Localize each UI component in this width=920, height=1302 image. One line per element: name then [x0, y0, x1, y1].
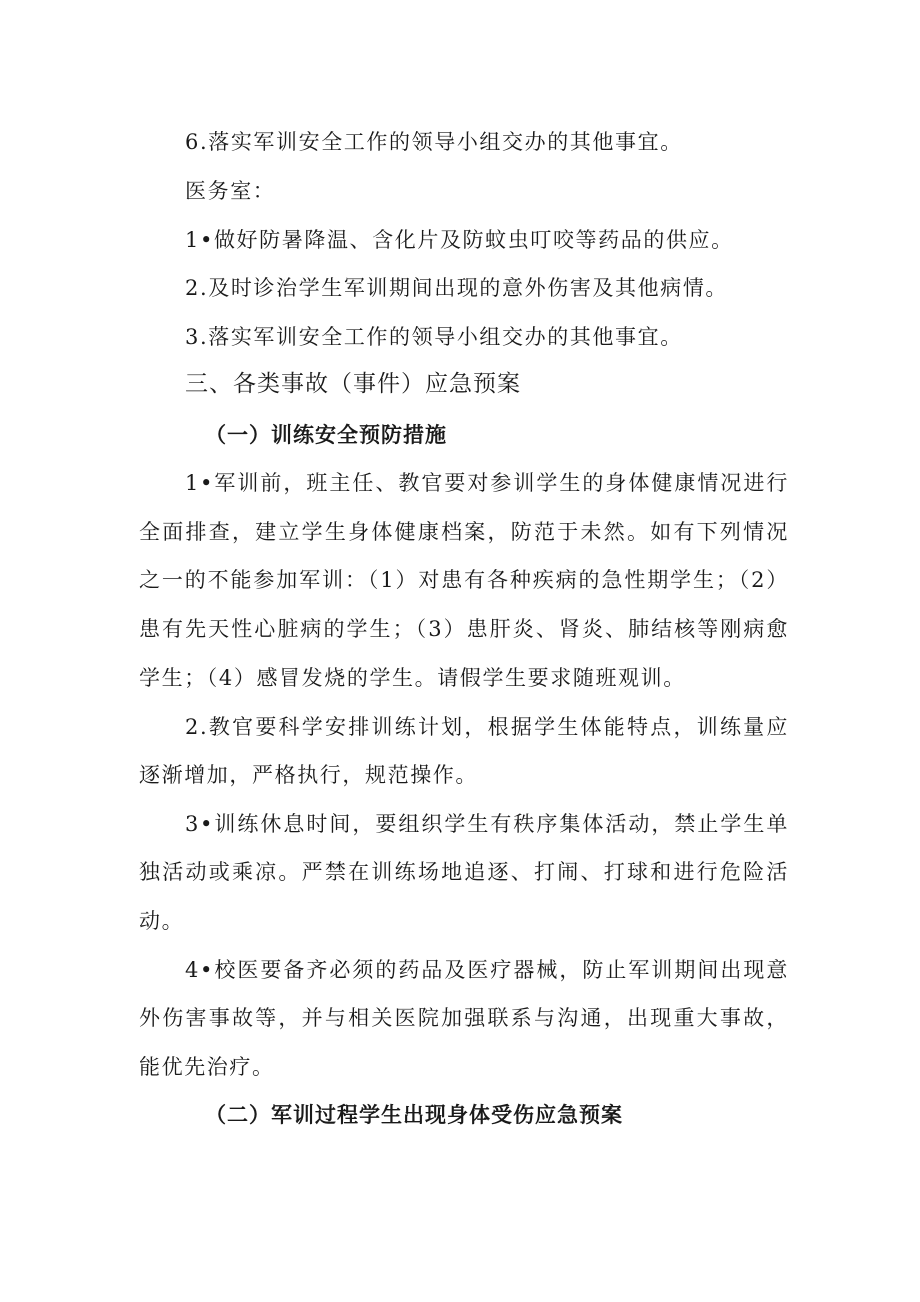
- measure-3-line-3: 动。: [139, 909, 185, 933]
- measure-4-line-2: 外伤害事故等，并与相关医院加强联系与沟通，出现重大事故，: [139, 1006, 789, 1030]
- section-label-clinic: 医务室：: [185, 179, 276, 203]
- measure-4-line-1: 4•校医要备齐必须的药品及医疗器械，防止军训期间出现意: [185, 958, 789, 982]
- measure-3-line-1: 3•训练休息时间，要组织学生有秩序集体活动，禁止学生单: [185, 812, 789, 836]
- measure-2-line-1: 2.教官要科学安排训练计划，根据学生体能特点，训练量应: [185, 715, 789, 739]
- measure-1-line-2: 全面排查，建立学生身体健康档案，防范于未然。如有下列情况: [139, 520, 789, 544]
- measure-1-line-5: 学生；（4）感冒发烧的学生。请假学生要求随班观训。: [139, 666, 686, 690]
- measure-4-line-3: 能优先治疗。: [139, 1055, 275, 1079]
- subheading-2: （二）军训过程学生出现身体受伤应急预案: [205, 1103, 623, 1127]
- measure-1-line-3: 之一的不能参加军训：（1）对患有各种疾病的急性期学生；（2）: [139, 568, 789, 592]
- section-heading-3: 三、各类事故（事件）应急预案: [185, 371, 521, 397]
- measure-1-line-4: 患有先天性心脏病的学生；（3）患肝炎、肾炎、肺结核等刚病愈: [139, 617, 789, 641]
- subheading-1: （一）训练安全预防措施: [205, 423, 447, 447]
- measure-1-line-1: 1•军训前，班主任、教官要对参训学生的身体健康情况进行: [185, 471, 789, 495]
- clinic-item-2: 2.及时诊治学生军训期间出现的意外伤害及其他病情。: [185, 276, 729, 300]
- measure-2-line-2: 逐渐增加，严格执行，规范操作。: [139, 763, 478, 787]
- paragraph-item-6: 6.落实军训安全工作的领导小组交办的其他事宜。: [185, 130, 683, 154]
- clinic-item-3: 3.落实军训安全工作的领导小组交办的其他事宜。: [185, 325, 683, 349]
- clinic-item-1: 1•做好防暑降温、含化片及防蚊虫叮咬等药品的供应。: [185, 228, 734, 252]
- measure-3-line-2: 独活动或乘凉。严禁在训练场地追逐、打闹、打球和进行危险活: [139, 860, 789, 884]
